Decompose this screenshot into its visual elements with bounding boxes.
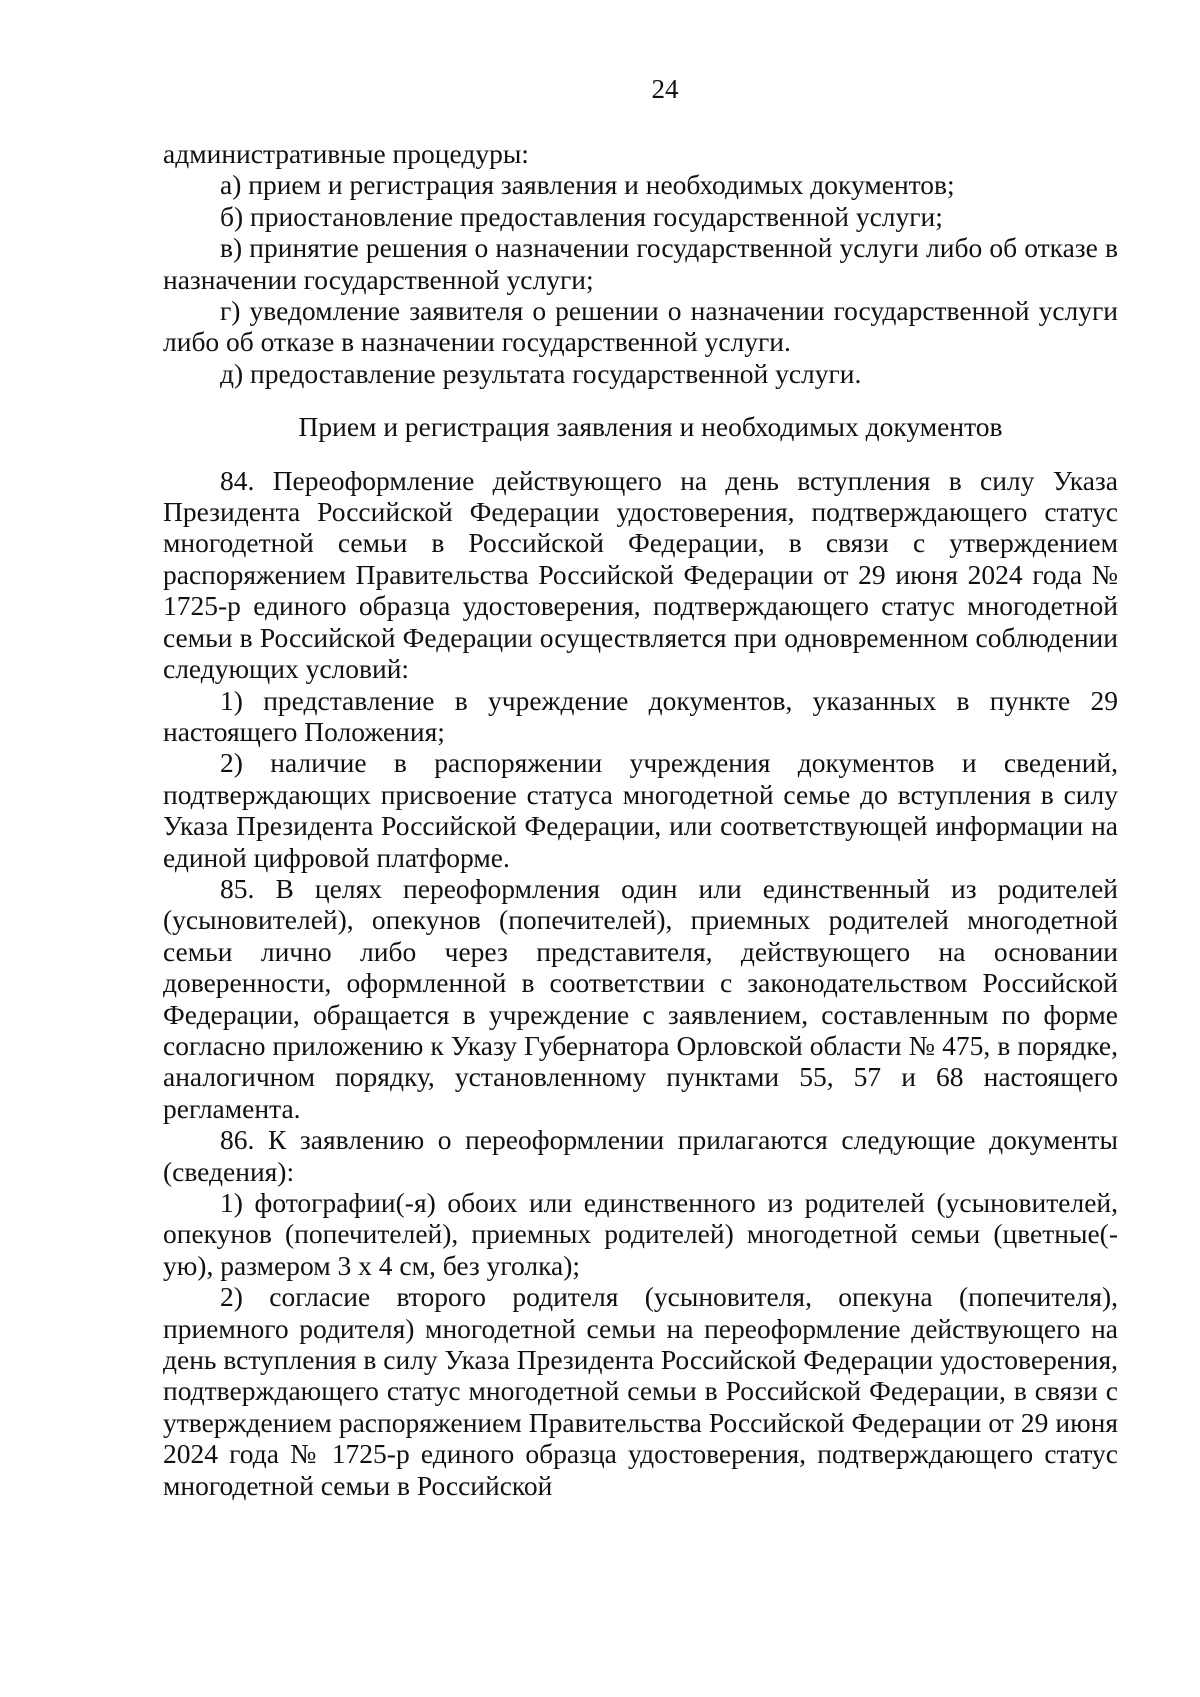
procedure-item-c: в) принятие решения о назначении государственной услуги либо об отказе в назначении государственной услуги; xyxy=(163,232,1118,295)
paragraph-86-item-1: 1) фотографии(-я) обоих или единственного из родителей (усыновителей, опекунов (попечителей), приемных родителей) многодетной семьи (цветные(-ую), размером 3 х 4 см, без уголка); xyxy=(163,1187,1118,1281)
paragraph-86: 86. К заявлению о переоформлении прилагаются следующие документы (сведения): xyxy=(163,1124,1118,1187)
paragraph-84-condition-2: 2) наличие в распоряжении учреждения документов и сведений, подтверждающих присвоение статуса многодетной семье до вступления в силу Указа Президента Российской Федерации, или соответствующей информации на единой цифровой платформе. xyxy=(163,747,1118,873)
section-heading: Прием и регистрация заявления и необходимых документов xyxy=(298,411,1003,443)
paragraph-86-item-2: 2) согласие второго родителя (усыновителя, опекуна (попечителя), приемного родителя) многодетной семьи на переоформление действующего на день вступления в силу Указа Президента Российской Федерации удостоверения, подтверждающего статус многодетной семьи в Российской Федерации, в связи с утверждением распоряжением Правительства Российской Федерации от 29 июня 2024 года № 1725-р единого образца удостоверения, подтверждающего статус многодетной семьи в Российской xyxy=(163,1281,1118,1501)
procedure-item-b: б) приостановление предоставления государственной услуги; xyxy=(220,200,943,232)
page-number: 24 xyxy=(651,74,679,104)
paragraph-84-condition-1: 1) представление в учреждение документов, указанных в пункте 29 настоящего Положения; xyxy=(163,684,1118,747)
paragraph-85: 85. В целях переоформления один или единственный из родителей (усыновителей), опекунов (попечителей), приемных родителей многодетной семьи лично либо через представителя, действующего на основании доверенности, оформленной в соответствии с законодательством Российской Федерации, обращается в учреждение с заявлением, составленным по форме согласно приложению к Указу Губернатора Орловской области № 475, в порядке, аналогичном порядку, установленному пунктами 55, 57 и 68 настоящего регламента. xyxy=(163,872,1118,1124)
procedures-intro: административные процедуры: xyxy=(163,138,529,169)
procedure-item-e: д) предоставление результата государственной услуги. xyxy=(220,357,862,389)
procedure-item-d: г) уведомление заявителя о решении о назначении государственной услуги либо об отказе в назначении государственной услуги. xyxy=(163,295,1118,358)
document-body xyxy=(163,138,1118,1501)
paragraph-84: 84. Переоформление действующего на день вступления в силу Указа Президента Российской Федерации удостоверения, подтверждающего статус многодетной семьи в Российской Федерации, в связи с утверждением распоряжением Правительства Российской Федерации от 29 июня 2024 года № 1725-р единого образца удостоверения, подтверждающего статус многодетной семьи в Российской Федерации осуществляется при одновременном соблюдении следующих условий: xyxy=(163,464,1118,685)
procedure-item-a: а) прием и регистрация заявления и необходимых документов; xyxy=(220,169,955,201)
